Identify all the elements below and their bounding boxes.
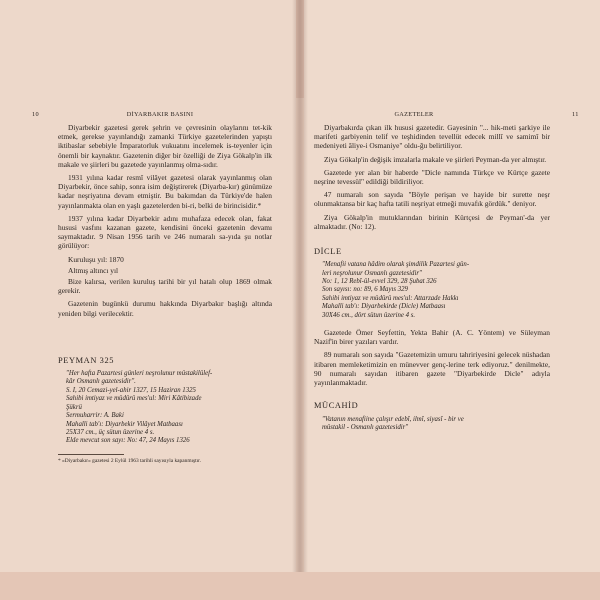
left-paragraph: Bize kalırsa, verilen kuruluş tarihi bir yıl hatalı olup 1869 olmak gerekir. <box>58 277 272 296</box>
right-paragraph: 47 numaralı son sayıda "Böyle perişan ve hayide bir surette neşr olunmaktansa bir kaç hafta tatili neşriyat etmeği muvafık gördük." deniyor. <box>314 190 550 209</box>
section-line: "Her hafta Pazartesi günleri neşrolunur müstakilülef- <box>66 370 213 378</box>
right-header <box>304 111 600 121</box>
section-title-peyman: PEYMAN 325 <box>58 355 115 365</box>
left-text-column <box>58 123 272 465</box>
right-paragraph: 89 numaralı son sayıda "Gazetemizin umuru tahririyesini gelecek nüshadan itibaren memleketimizin en münevver genç-lerine terk ediyoruz." denilmekte, 90 numaralı sayıdan itibaren gazete "Diyarbekirde Dicle" adıyla yayınlanmaktadır. <box>314 350 550 388</box>
right-paragraph: Ziya Gökalp'in değişik imzalarla makale ve şiirleri Peyman-da yer almıştır. <box>324 154 547 164</box>
left-page-number: 10 <box>32 111 39 118</box>
section-line: Son sayısı: no: 89, 6 Mayıs 329 <box>322 286 408 294</box>
section-line: müstakil - Osmanlı gazetesidir" <box>322 423 409 431</box>
left-paragraph: Diyarbekir gazetesi gerek şehrin ve çevresinin olaylarını tet-kik etmek, gerekse yayınlandığı zamanki Türkiye gazetelerinden yapıştı iktibaslar sebebiyle İmparatorluk vukuatını incelemek is-teyenler için önemli bir kaynaktır. Gazetenin diğer bir özelliği de Ziya Gökalp'in ilk makale ve şiirleri bu gazetede yayınlanmış olma-sıdır. <box>58 123 272 169</box>
footnote: * «Diyarbakır» gazetesi 2 Eylül 1963 tarihli sayısıyla kapanmıştır. <box>58 457 201 464</box>
left-paragraph: 1931 yılına kadar resmî vilâyet gazetesi olarak yayınlanmış olan Diyarbekir, önce sahip, sonra isim değiştirerek (Diyarba-kır) günümüze kadar neşriyatına devam etmiştir. Bu bakımdan da Türkiye'de halen yayınlanmakta olan en yaşlı gazetelerden bi-ri, belki de birincisidir.* <box>58 173 272 210</box>
section-line: "Menafii vatana hâdim olarak şimdilik Pazartesi gün- <box>322 261 470 269</box>
section-line: Mahalli tab'ı: Diyarbekirde (Dicle) Matbaası <box>322 303 446 311</box>
section-line: S. I, 20 Cemazi-yel-ahir 1327, 15 Haziran 1325 <box>66 386 196 394</box>
section-body-peyman <box>58 370 272 446</box>
footnote-rule <box>58 454 124 455</box>
section-line: Şükrü <box>66 403 82 411</box>
right-page-number: 11 <box>572 111 579 118</box>
section-line: Mahalli tab'ı: Diyarbekir Vilâyet Matbaası <box>66 420 183 428</box>
right-paragraph: Ziya Gökalp'in mutuklarından birinin Kürtçesi de Peyman'-da yer almaktadır. (No: 12). <box>314 212 550 231</box>
scan-bottom-edge <box>0 572 600 600</box>
left-header <box>0 111 296 121</box>
left-running-head: DİYARBAKIR BASINI <box>126 111 194 118</box>
section-body-mucahid <box>314 416 550 433</box>
book-gutter <box>292 0 308 600</box>
section-line: Sermuharrir: A. Baki <box>66 412 124 420</box>
left-note: Altmış altıncı yıl <box>68 265 119 275</box>
left-page <box>0 0 296 600</box>
right-text-column <box>314 123 550 432</box>
section-line: kâr Osmanlı gazetesidir". <box>66 378 136 386</box>
section-title-mucahid: MÜCAHİD <box>314 401 359 411</box>
right-paragraph: Gazetede yer alan bir haberde "Dicle namında Türkçe ve Kürtçe gazete neşrine tevessül" edildiği bildiriliyor. <box>314 167 550 187</box>
section-line: "Vatanın menafiine çalışır edebî, ilmî, siyasî - bir ve <box>322 415 464 423</box>
section-line: Sahibi imtiyaz ve müdürü mes'ul: Attarzade Hakkı <box>322 294 459 302</box>
section-body-dicle <box>314 261 550 320</box>
right-paragraph: Diyarbakırda çıkan ilk hususi gazetedir. Gayesinin "... hik-meti şarkiye ile marifeti garbiyenin telif ve teşhidinden tevellüt edecek millî ve samimî bir medeniyeti âliye-i Osmaniye" oldu-ğu belirtiliyor. <box>314 123 550 151</box>
section-line: Elde mevcut son sayı: No: 47, 24 Mayıs 1326 <box>66 437 190 445</box>
section-line: leri neşrolunur Osmanlı gazetesidir" <box>322 269 422 277</box>
left-paragraph: 1937 yılına kadar Diyarbekir adını muhafaza edecek olan, fakat hususi vasfını kazanan gazete, kendisini önceki gazetenin devamı saymaktadır. 9 Nisan 1956 tarih ve 246 numaralı sa-yıda şu notlar görülüyor: <box>58 213 272 251</box>
right-running-head: GAZETELER <box>394 111 434 118</box>
section-line: No: 1, 12 Rebî-ül-evvel 329, 28 Şubat 326 <box>322 278 437 286</box>
right-page <box>304 0 600 600</box>
right-paragraph: Gazetede Ömer Seyfettin, Yekta Bahir (A. C. Yöntem) ve Süleyman Nazif'in birer yazıları vardır. <box>314 328 550 347</box>
section-line: 30X46 cm., dört sütun üzerine 4 s. <box>322 311 416 319</box>
left-note: Kuruluşu yıl: 1870 <box>68 254 124 264</box>
section-line: 25X37 cm., üç sütun üzerine 4 s. <box>66 428 155 436</box>
section-line: Sahibi imtiyaz ve müdürü mes'ul: Miri Kâtibizade <box>66 395 202 403</box>
section-title-dicle: DİCLE <box>314 247 342 257</box>
left-paragraph: Gazetenin bugünkü durumu hakkında Diyarbakır başlığı altında yeniden bilgi verilecektir. <box>58 299 272 318</box>
